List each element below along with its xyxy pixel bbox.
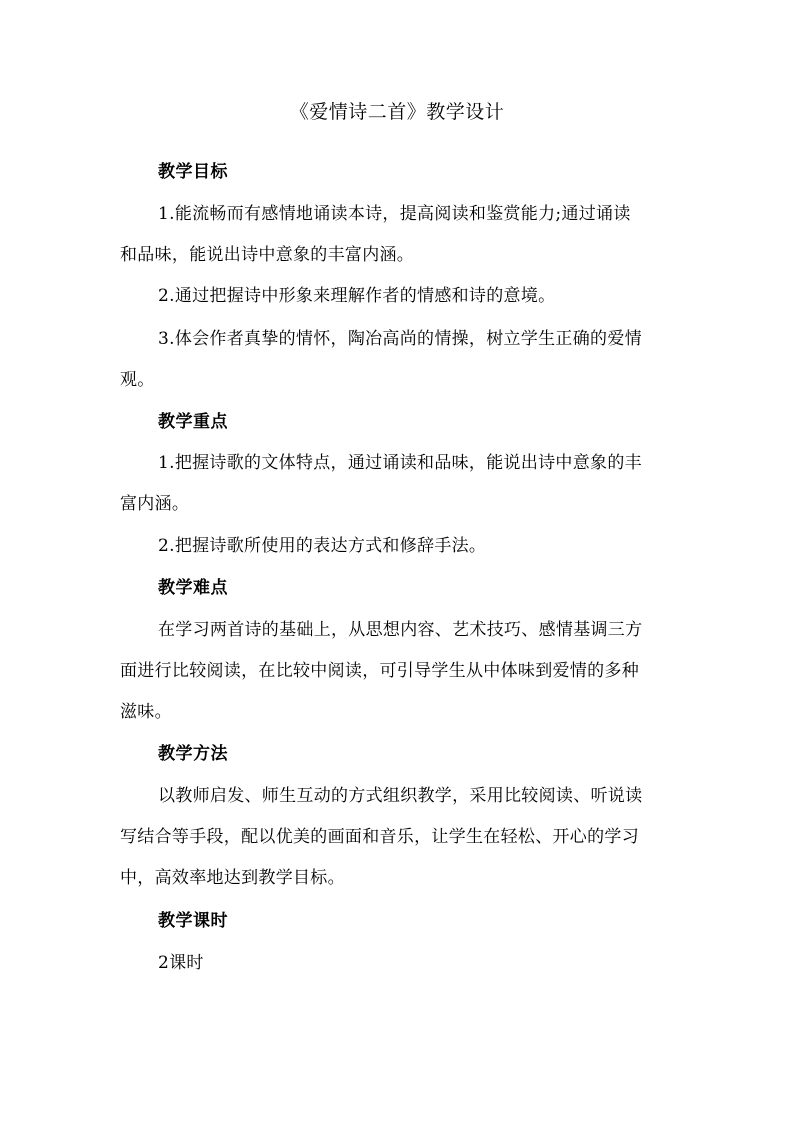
paragraph-line: 以教师启发、师生互动的方式组织教学，采用比较阅读、听说读 — [158, 786, 643, 806]
section-heading-objectives: 教学目标 — [158, 162, 228, 182]
paragraph-line: 富内涵。 — [120, 494, 190, 514]
paragraph — [120, 610, 676, 733]
paragraph — [120, 194, 676, 276]
section-heading-class-hours: 教学课时 — [158, 911, 228, 931]
paragraph — [120, 943, 676, 984]
section-heading-methods: 教学方法 — [158, 744, 228, 764]
paragraph-line: 和品味，能说出诗中意象的丰富内涵。 — [120, 245, 415, 265]
paragraph-line: 2.通过把握诗中形象来理解作者的情感和诗的意境。 — [158, 286, 556, 306]
paragraph-line: 滋味。 — [120, 702, 172, 722]
section-heading-key-points: 教学重点 — [158, 412, 228, 432]
paragraph-line: 面进行比较阅读，在比较中阅读，可引导学生从中体味到爱情的多种 — [120, 661, 639, 681]
paragraph-line: 中，高效率地达到教学目标。 — [120, 868, 345, 888]
paragraph — [120, 276, 676, 317]
paragraph — [120, 319, 676, 401]
paragraph-line: 1.能流畅而有感情地诵读本诗，提高阅读和鉴赏能力;通过诵读 — [158, 204, 631, 224]
document-title: 《爱情诗二首》教学设计 — [289, 101, 505, 123]
section-heading-difficulties: 教学难点 — [158, 578, 228, 598]
paragraph — [120, 526, 676, 567]
paragraph-line: 2课时 — [158, 953, 204, 973]
paragraph-line: 在学习两首诗的基础上，从思想内容、艺术技巧、感情基调三方 — [158, 620, 643, 640]
paragraph-line: 2.把握诗歌所使用的表达方式和修辞手法。 — [158, 536, 487, 556]
paragraph-line: 写结合等手段，配以优美的画面和音乐，让学生在轻松、开心的学习 — [120, 827, 639, 847]
paragraph-line: 观。 — [120, 370, 155, 390]
paragraph — [120, 776, 676, 899]
paragraph-line: 1.把握诗歌的文体特点，通过诵读和品味，能说出诗中意象的丰 — [158, 453, 642, 473]
paragraph — [120, 443, 676, 525]
paragraph-line: 3.体会作者真挚的情怀，陶冶高尚的情操，树立学生正确的爱情 — [158, 329, 642, 349]
